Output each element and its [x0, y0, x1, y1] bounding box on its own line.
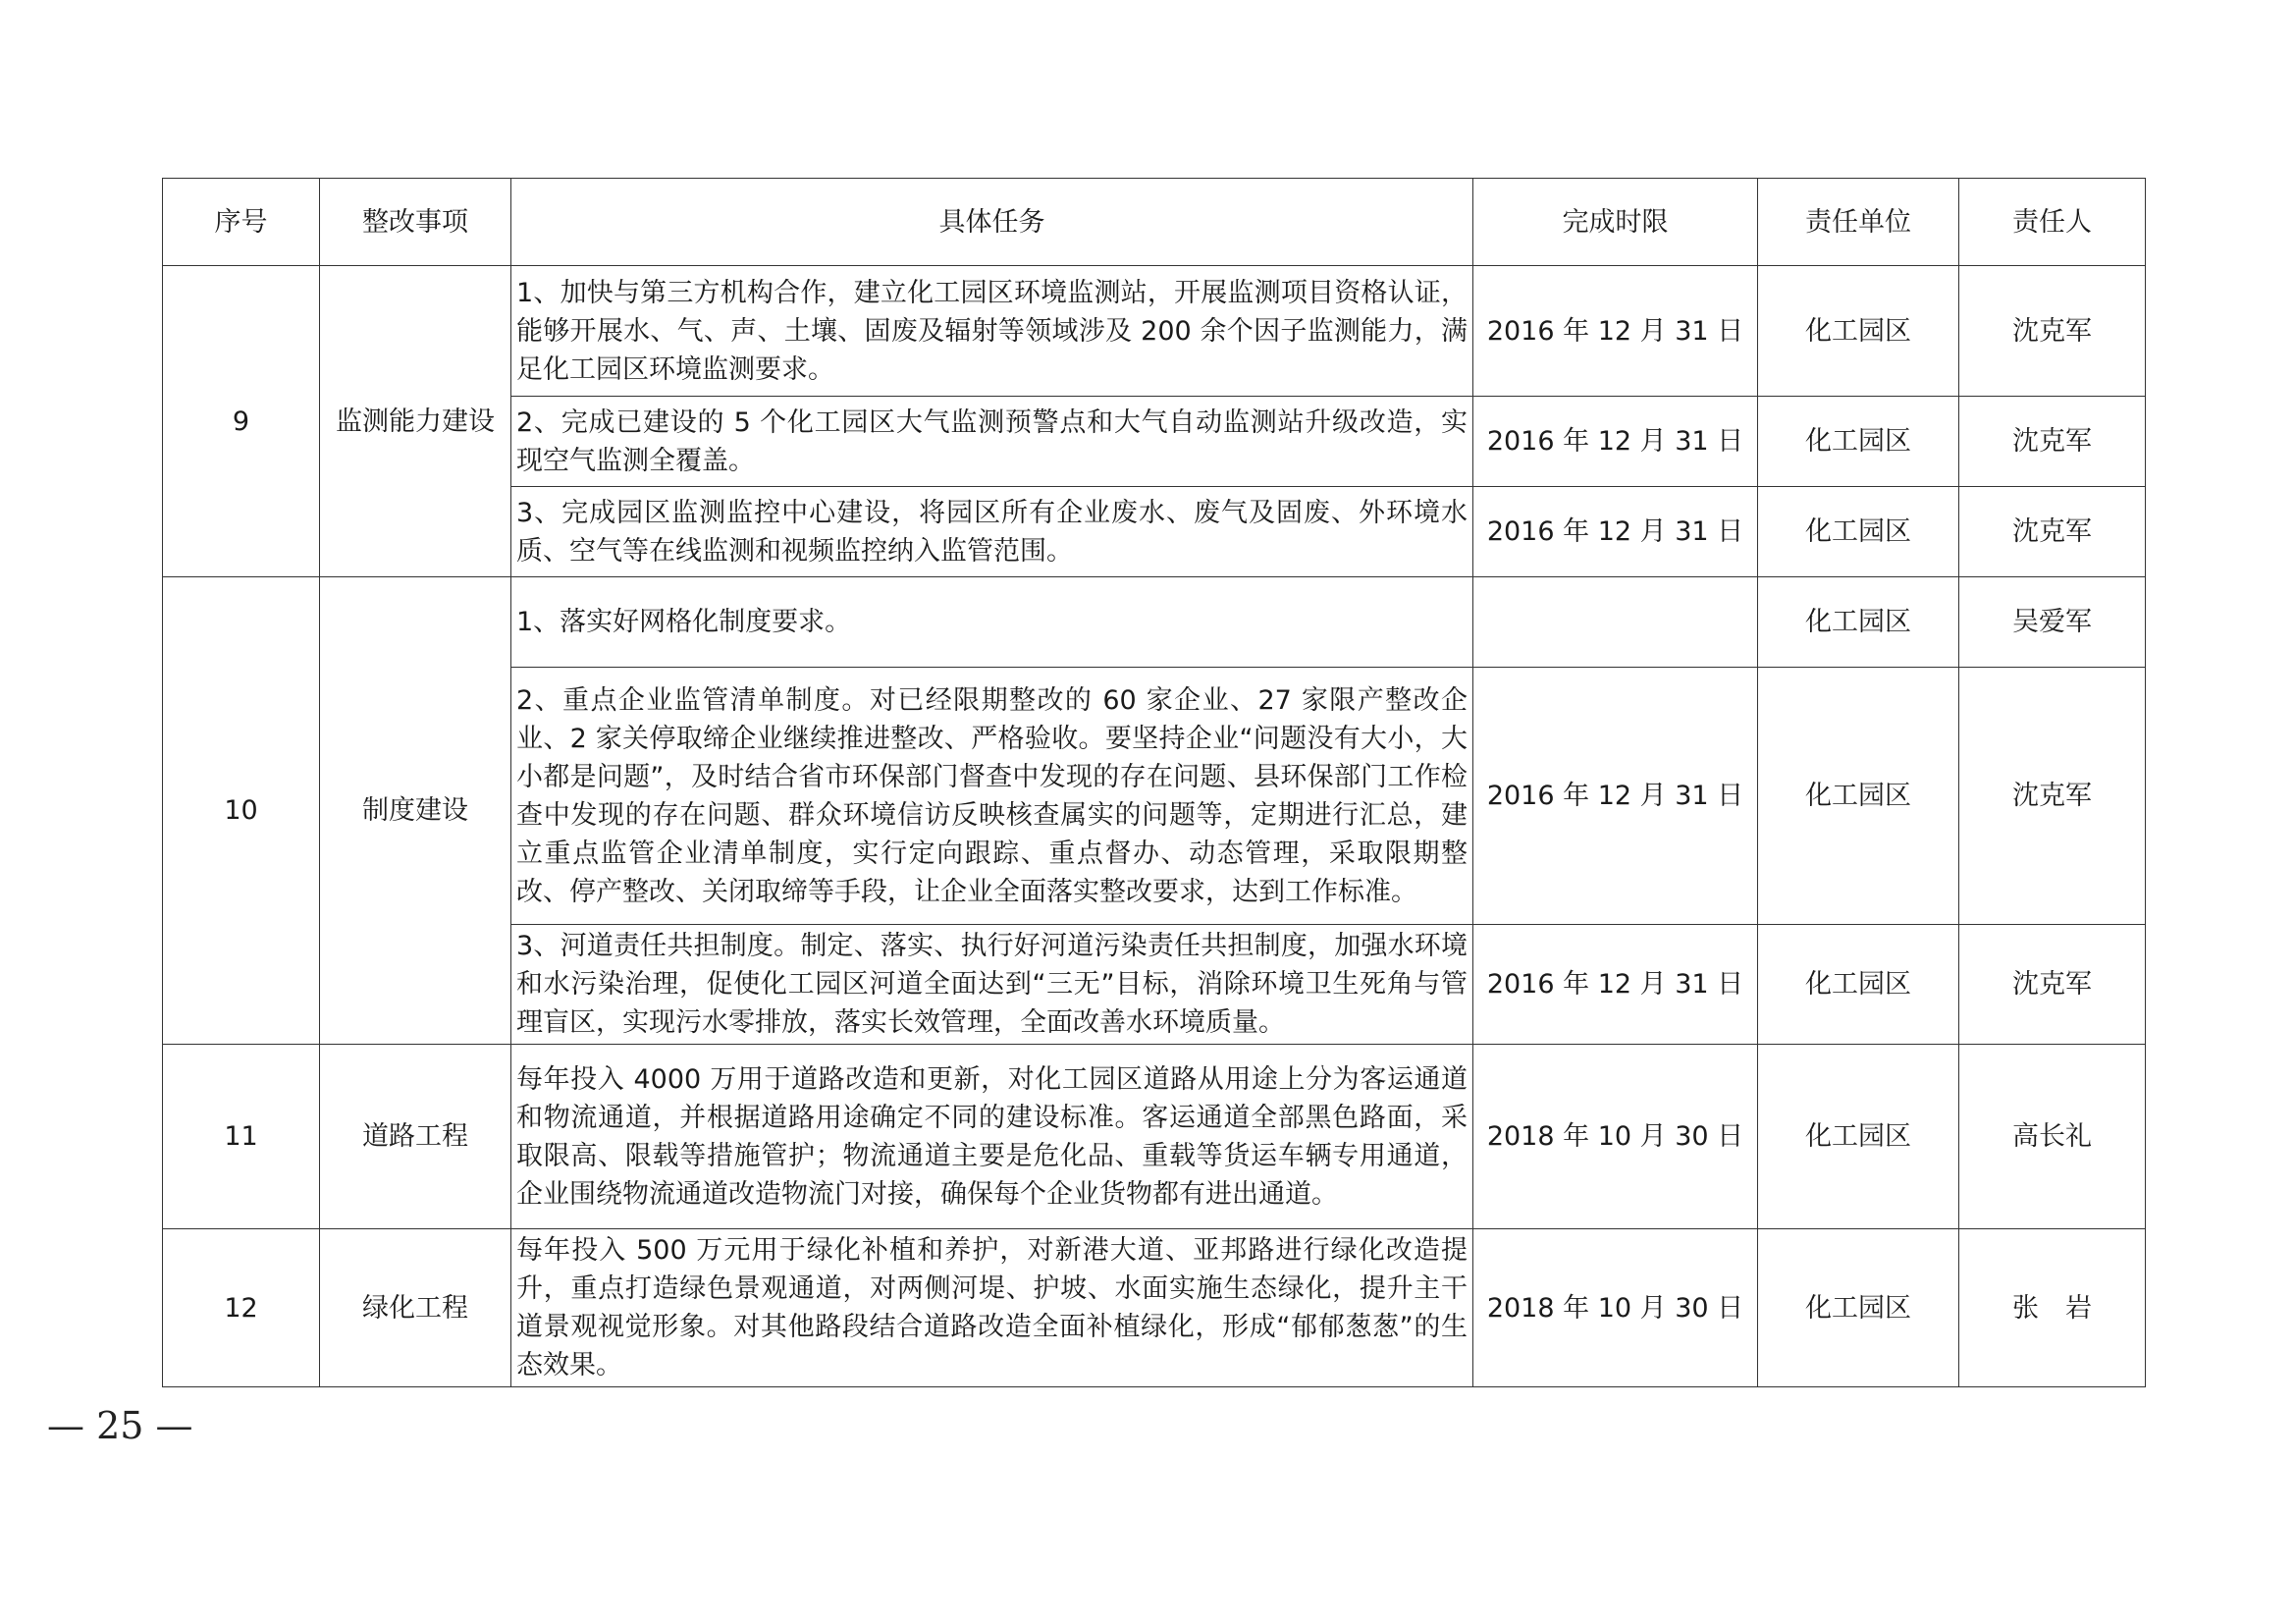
unit-cell: 化工园区: [1758, 266, 1959, 397]
deadline-cell: 2016 年 12 月 31 日: [1473, 266, 1758, 397]
header-person: 责任人: [1959, 179, 2146, 266]
task-cell: 3、完成园区监测监控中心建设，将园区所有企业废水、废气及固废、外环境水质、空气等在线监测和视频监控纳入监管范围。: [511, 487, 1473, 577]
task-cell: 3、河道责任共担制度。制定、落实、执行好河道污染责任共担制度，加强水环境和水污染治理，促使化工园区河道全面达到“三无”目标，消除环境卫生死角与管理盲区，实现污水零排放，落实长效管理，全面改善水环境质量。: [511, 925, 1473, 1045]
person-cell: 沈克军: [1959, 266, 2146, 397]
unit-cell: 化工园区: [1758, 925, 1959, 1045]
header-deadline: 完成时限: [1473, 179, 1758, 266]
table-row: [163, 577, 2146, 668]
group-item: 监测能力建设: [320, 266, 511, 577]
header-item: 整改事项: [320, 179, 511, 266]
unit-cell: 化工园区: [1758, 1045, 1959, 1229]
task-cell: 2、重点企业监管清单制度。对已经限期整改的 60 家企业、27 家限产整改企业、2 家关停取缔企业继续推进整改、严格验收。要坚持企业“问题没有大小，大小都是问题”，及时结合省市环保部门督查中发现的存在问题、县环保部门工作检查中发现的存在问题、群众环境信访反映核查属实的问题等，定期进行汇总，建立重点监管企业清单制度，实行定向跟踪、重点督办、动态管理，采取限期整改、停产整改、关闭取缔等手段，让企业全面落实整改要求，达到工作标准。: [511, 668, 1473, 925]
table-row: [163, 1229, 2146, 1387]
deadline-cell: 2018 年 10 月 30 日: [1473, 1229, 1758, 1387]
person-cell: 沈克军: [1959, 925, 2146, 1045]
unit-cell: 化工园区: [1758, 487, 1959, 577]
header-unit: 责任单位: [1758, 179, 1959, 266]
table-row: [163, 266, 2146, 397]
person-cell: 沈克军: [1959, 487, 2146, 577]
group-item: 道路工程: [320, 1045, 511, 1229]
page-number: — 25 —: [47, 1404, 193, 1447]
group-number: 11: [163, 1045, 320, 1229]
task-cell: 1、落实好网格化制度要求。: [511, 577, 1473, 668]
unit-cell: 化工园区: [1758, 668, 1959, 925]
deadline-cell: 2018 年 10 月 30 日: [1473, 1045, 1758, 1229]
deadline-cell: 2016 年 12 月 31 日: [1473, 397, 1758, 487]
task-cell: 每年投入 500 万元用于绿化补植和养护，对新港大道、亚邦路进行绿化改造提升，重点打造绿色景观通道，对两侧河堤、护坡、水面实施生态绿化，提升主干道景观视觉形象。对其他路段结合道路改造全面补植绿化，形成“郁郁葱葱”的生态效果。: [511, 1229, 1473, 1387]
person-cell: 沈克军: [1959, 668, 2146, 925]
task-cell: 2、完成已建设的 5 个化工园区大气监测预警点和大气自动监测站升级改造，实现空气监测全覆盖。: [511, 397, 1473, 487]
header-task: 具体任务: [511, 179, 1473, 266]
person-cell: 吴爱军: [1959, 577, 2146, 668]
table-header-row: [163, 179, 2146, 266]
deadline-cell: 2016 年 12 月 31 日: [1473, 668, 1758, 925]
deadline-cell: [1473, 577, 1758, 668]
group-number: 12: [163, 1229, 320, 1387]
deadline-cell: 2016 年 12 月 31 日: [1473, 487, 1758, 577]
group-item: 制度建设: [320, 577, 511, 1045]
person-cell: 张 岩: [1959, 1229, 2146, 1387]
group-number: 10: [163, 577, 320, 1045]
unit-cell: 化工园区: [1758, 1229, 1959, 1387]
unit-cell: 化工园区: [1758, 397, 1959, 487]
header-seq: 序号: [163, 179, 320, 266]
person-cell: 高长礼: [1959, 1045, 2146, 1229]
table-row: [163, 1045, 2146, 1229]
task-cell: 每年投入 4000 万用于道路改造和更新，对化工园区道路从用途上分为客运通道和物流通道，并根据道路用途确定不同的建设标准。客运通道全部黑色路面，采取限高、限载等措施管护；物流通道主要是危化品、重载等货运车辆专用通道，企业围绕物流通道改造物流门对接，确保每个企业货物都有进出通道。: [511, 1045, 1473, 1229]
unit-cell: 化工园区: [1758, 577, 1959, 668]
task-table: [162, 178, 2146, 1387]
deadline-cell: 2016 年 12 月 31 日: [1473, 925, 1758, 1045]
group-number: 9: [163, 266, 320, 577]
person-cell: 沈克军: [1959, 397, 2146, 487]
task-cell: 1、加快与第三方机构合作，建立化工园区环境监测站，开展监测项目资格认证，能够开展水、气、声、土壤、固废及辐射等领域涉及 200 余个因子监测能力，满足化工园区环境监测要求。: [511, 266, 1473, 397]
group-item: 绿化工程: [320, 1229, 511, 1387]
